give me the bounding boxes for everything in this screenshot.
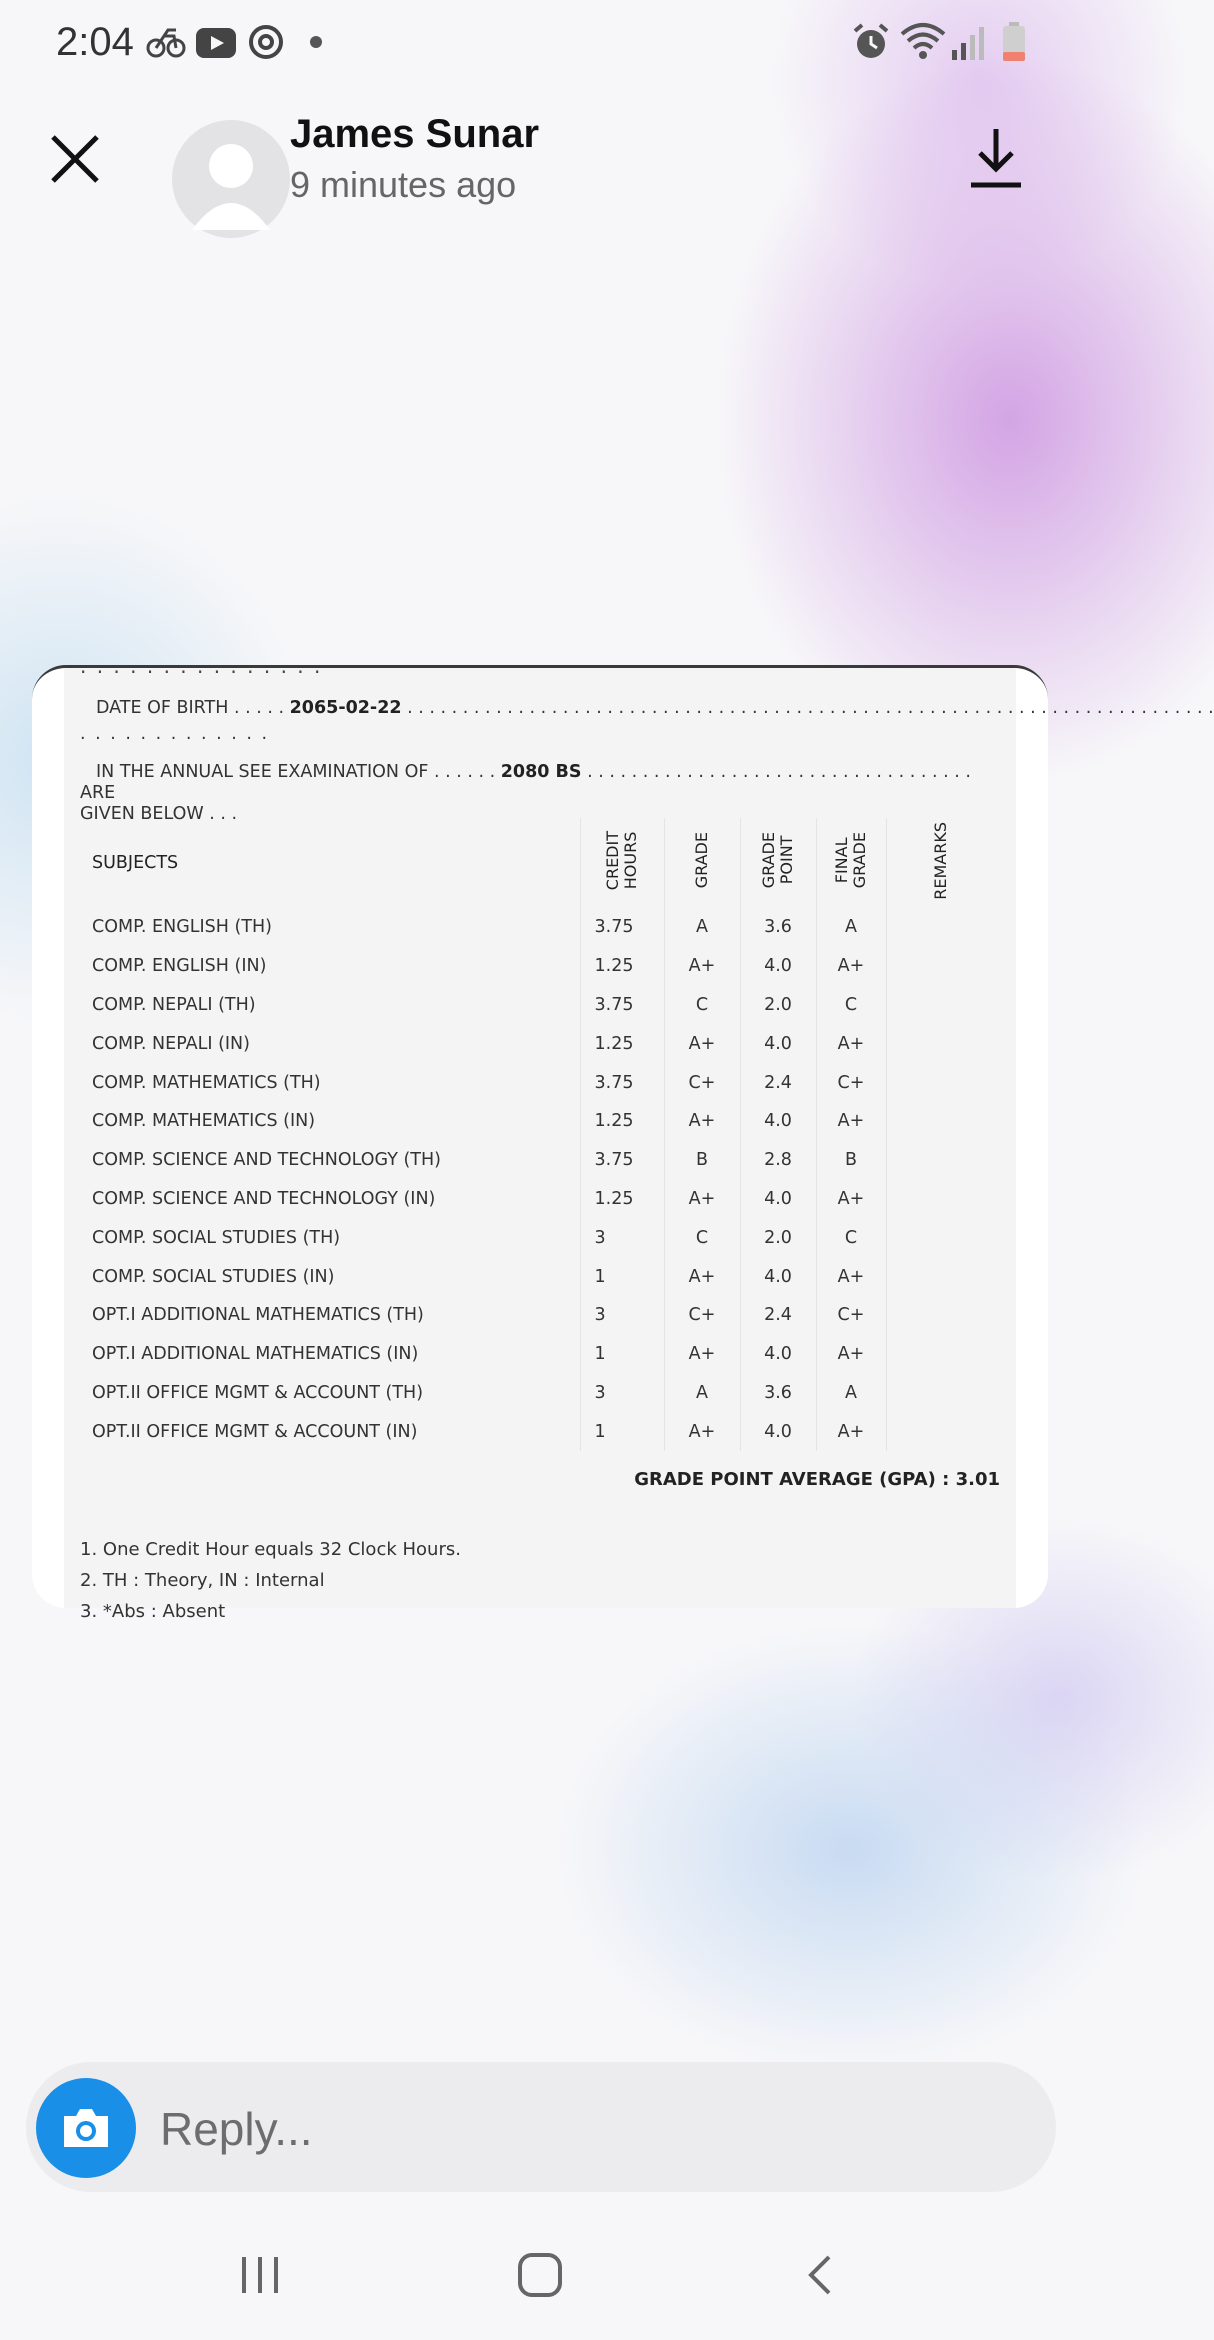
credit-hours-cell: 3.75 [580,908,664,947]
remarks-cell [886,1335,996,1374]
final-grade-cell: C+ [816,1063,886,1102]
credit-hours-cell: 1.25 [580,947,664,986]
reply-bar [26,2062,1056,2192]
subject-cell: COMP. SOCIAL STUDIES (IN) [92,1266,335,1287]
remarks-cell [886,1412,996,1451]
subject-cell: OPT.I ADDITIONAL MATHEMATICS (IN) [92,1344,419,1365]
remarks-cell [886,1141,996,1180]
subject-cell: COMP. NEPALI (TH) [92,994,256,1015]
subject-cell: OPT.I ADDITIONAL MATHEMATICS (TH) [92,1305,424,1326]
credit-hours-cell: 1.25 [580,1024,664,1063]
close-button[interactable] [40,124,110,194]
final-grade-cell: C+ [816,1296,886,1335]
remarks-cell [886,986,996,1025]
final-grade-cell: C [816,1218,886,1257]
table-row [80,986,996,1025]
header-remarks: REMARKS [886,818,996,908]
remarks-cell [886,1218,996,1257]
table-row [80,1218,996,1257]
exam-value: 2080 BS [500,762,582,782]
credit-hours-cell: 1.25 [580,1102,664,1141]
grade-cell: A+ [664,947,740,986]
table-row [80,1335,996,1374]
battery-low-icon [1002,22,1026,67]
final-grade-cell: B [816,1141,886,1180]
note-item: 2. TH : Theory, IN : Internal [80,1570,325,1591]
grade-point-cell: 2.0 [740,1218,816,1257]
subject-cell: COMP. NEPALI (IN) [92,1033,250,1054]
final-grade-cell: A [816,908,886,947]
header-grade: GRADE [664,818,740,908]
dob-line [80,698,1214,718]
table-row [80,1141,996,1180]
dob-trailing-dots: . . . . . . . . . . . . . . . . . . . . . . . . . . . . . . . . . . . . . . . . . . . . . . . . . . . . . . . . . . . . . . . . . . . . . . . . . [407,698,1214,718]
table-row [80,1024,996,1063]
final-grade-cell: A+ [816,1335,886,1374]
grade-point-cell: 4.0 [740,1257,816,1296]
dob-value: 2065-02-22 [289,698,402,718]
note-item: 1. One Credit Hour equals 32 Clock Hours. [80,1539,461,1560]
grade-cell: A+ [664,1412,740,1451]
status-bar [0,0,1080,86]
remarks-cell [886,1374,996,1413]
grade-cell: A+ [664,1024,740,1063]
grade-cell: C+ [664,1063,740,1102]
header-grade-point: GRADE POINT [740,818,816,908]
download-button[interactable] [960,122,1032,194]
table-row [80,1102,996,1141]
table-row [80,1296,996,1335]
music-app-icon [248,24,284,65]
remarks-cell [886,1063,996,1102]
results-table [80,818,996,1451]
document-image[interactable] [32,654,1214,1622]
notes [80,1534,461,1627]
grade-point-cell: 3.6 [740,908,816,947]
grade-point-cell: 4.0 [740,1335,816,1374]
credit-hours-cell: 1 [580,1412,664,1451]
subject-cell: COMP. ENGLISH (IN) [92,956,267,977]
signal-icon [950,26,986,65]
grade-cell: C [664,986,740,1025]
final-grade-cell: C [816,986,886,1025]
subject-cell: OPT.II OFFICE MGMT & ACCOUNT (TH) [92,1382,424,1403]
back-button[interactable] [770,2240,870,2310]
credit-hours-cell: 3 [580,1296,664,1335]
top-dots: . . . . . . . . . . . . . . . [80,654,323,678]
subject-cell: COMP. SCIENCE AND TECHNOLOGY (IN) [92,1188,436,1209]
dob-continuation: . . . . . . . . . . . . . [80,724,270,744]
home-button[interactable] [490,2240,590,2310]
results-body [80,908,996,1451]
grade-cell: A+ [664,1335,740,1374]
exam-line [80,762,1000,825]
grade-point-cell: 4.0 [740,1180,816,1219]
table-row [80,1257,996,1296]
final-grade-cell: A+ [816,1102,886,1141]
credit-hours-cell: 3 [580,1218,664,1257]
table-row [80,1412,996,1451]
header-credit-hours: CREDIT HOURS [580,818,664,908]
final-grade-cell: A+ [816,947,886,986]
more-notifications-dot [310,36,322,48]
download-icon [968,127,1024,189]
subject-cell: OPT.II OFFICE MGMT & ACCOUNT (IN) [92,1421,418,1442]
remarks-cell [886,1102,996,1141]
remarks-cell [886,908,996,947]
final-grade-cell: A+ [816,1412,886,1451]
grade-cell: C [664,1218,740,1257]
grade-point-cell: 2.8 [740,1141,816,1180]
home-icon [517,2252,563,2298]
credit-hours-cell: 3 [580,1374,664,1413]
subject-cell: COMP. MATHEMATICS (TH) [92,1072,321,1093]
credit-hours-cell: 3.75 [580,1063,664,1102]
default-avatar-icon [172,120,290,238]
table-header-row [80,818,996,908]
close-icon [49,133,101,185]
table-row [80,1374,996,1413]
grade-point-cell: 4.0 [740,1412,816,1451]
final-grade-cell: A+ [816,1257,886,1296]
camera-button[interactable] [36,2078,136,2178]
grade-cell: A [664,908,740,947]
table-row [80,1180,996,1219]
avatar[interactable] [172,120,290,238]
grade-point-cell: 2.0 [740,986,816,1025]
status-time: 2:04 [56,20,134,64]
bike-notification-icon [146,26,186,65]
credit-hours-cell: 3.75 [580,986,664,1025]
wifi-icon [900,22,946,67]
youtube-icon [196,28,236,63]
grade-point-cell: 4.0 [740,947,816,986]
credit-hours-cell: 1 [580,1257,664,1296]
remarks-cell [886,1296,996,1335]
grade-cell: B [664,1141,740,1180]
sent-time: 9 minutes ago [290,164,517,205]
credit-hours-cell: 1.25 [580,1180,664,1219]
grade-cell: A+ [664,1257,740,1296]
sender-name: James Sunar [290,112,540,156]
final-grade-cell: A+ [816,1024,886,1063]
header-final-grade: FINAL GRADE [816,818,886,908]
grade-point-cell: 4.0 [740,1024,816,1063]
grade-point-cell: 3.6 [740,1374,816,1413]
exam-trailing: . . . . . . . . . . . . . . . . . . . . . . . . . . . . . . . . . . . ARE [80,762,971,803]
subject-cell: COMP. MATHEMATICS (IN) [92,1111,316,1132]
grade-cell: A+ [664,1180,740,1219]
subject-cell: COMP. SOCIAL STUDIES (TH) [92,1227,341,1248]
recent-apps-button[interactable] [210,2240,310,2310]
grade-point-cell: 2.4 [740,1063,816,1102]
credit-hours-cell: 1 [580,1335,664,1374]
marksheet [64,654,1214,1622]
back-chevron-icon [805,2253,835,2297]
table-row [80,947,996,986]
remarks-cell [886,1024,996,1063]
grade-cell: C+ [664,1296,740,1335]
credit-hours-cell: 3.75 [580,1141,664,1180]
exam-continuation: GIVEN BELOW . . . [80,804,238,824]
final-grade-cell: A+ [816,1180,886,1219]
header-subjects: SUBJECTS [92,853,179,873]
note-item: 3. *Abs : Absent [80,1601,226,1622]
remarks-cell [886,1180,996,1219]
grade-cell: A [664,1374,740,1413]
dob-label: DATE OF BIRTH . . . . . [96,698,285,718]
reply-input[interactable] [158,2098,1022,2160]
remarks-cell [886,947,996,986]
camera-icon [60,2106,112,2150]
recent-apps-icon [238,2253,282,2297]
table-row [80,1063,996,1102]
exam-label: IN THE ANNUAL SEE EXAMINATION OF . . . . . . [96,762,496,782]
subject-cell: COMP. ENGLISH (TH) [92,917,272,938]
subject-cell: COMP. SCIENCE AND TECHNOLOGY (TH) [92,1150,441,1171]
grade-point-cell: 2.4 [740,1296,816,1335]
table-row [80,908,996,947]
final-grade-cell: A [816,1374,886,1413]
alarm-icon [852,22,890,67]
grade-point-cell: 4.0 [740,1102,816,1141]
grade-cell: A+ [664,1102,740,1141]
remarks-cell [886,1257,996,1296]
gpa-line: GRADE POINT AVERAGE (GPA) : 3.01 [634,1469,1000,1490]
